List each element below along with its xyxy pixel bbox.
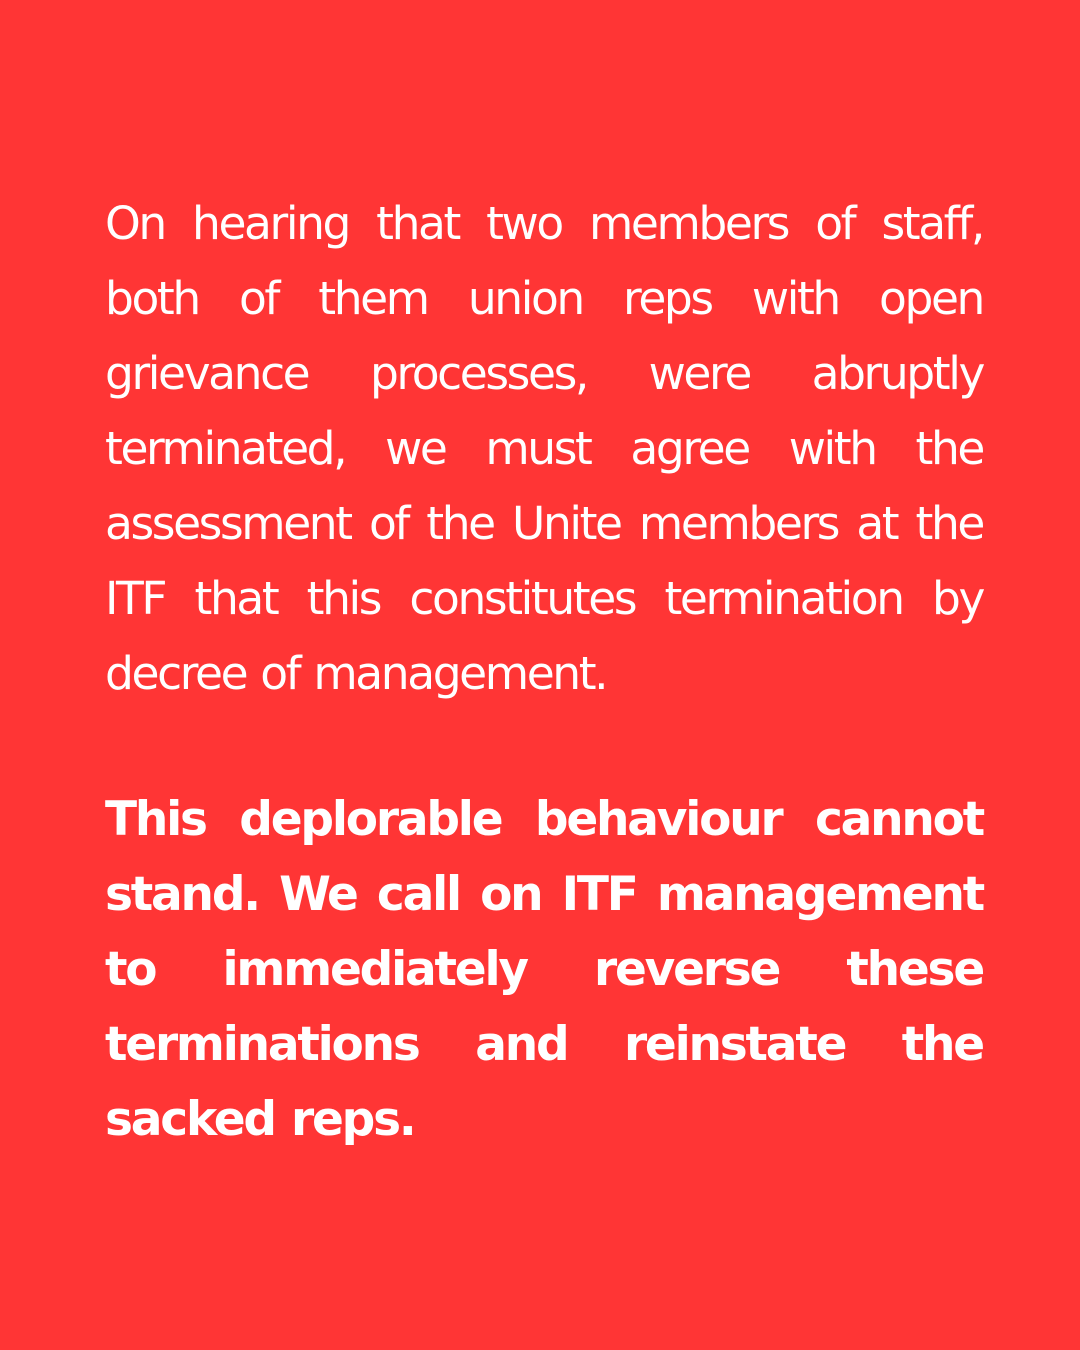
statement-paragraph-demand: This deplorable behaviour cannot stand. We call on ITF management to immediately reverse these terminations and reinstate the sacked reps. [105, 792, 983, 1147]
statement-paragraph-context: On hearing that two members of staff, both of them union reps with open grievance processes, were abruptly terminated, we must agree with the assessment of the Unite members at the ITF that this constitutes termination by decree of management. [105, 197, 983, 700]
